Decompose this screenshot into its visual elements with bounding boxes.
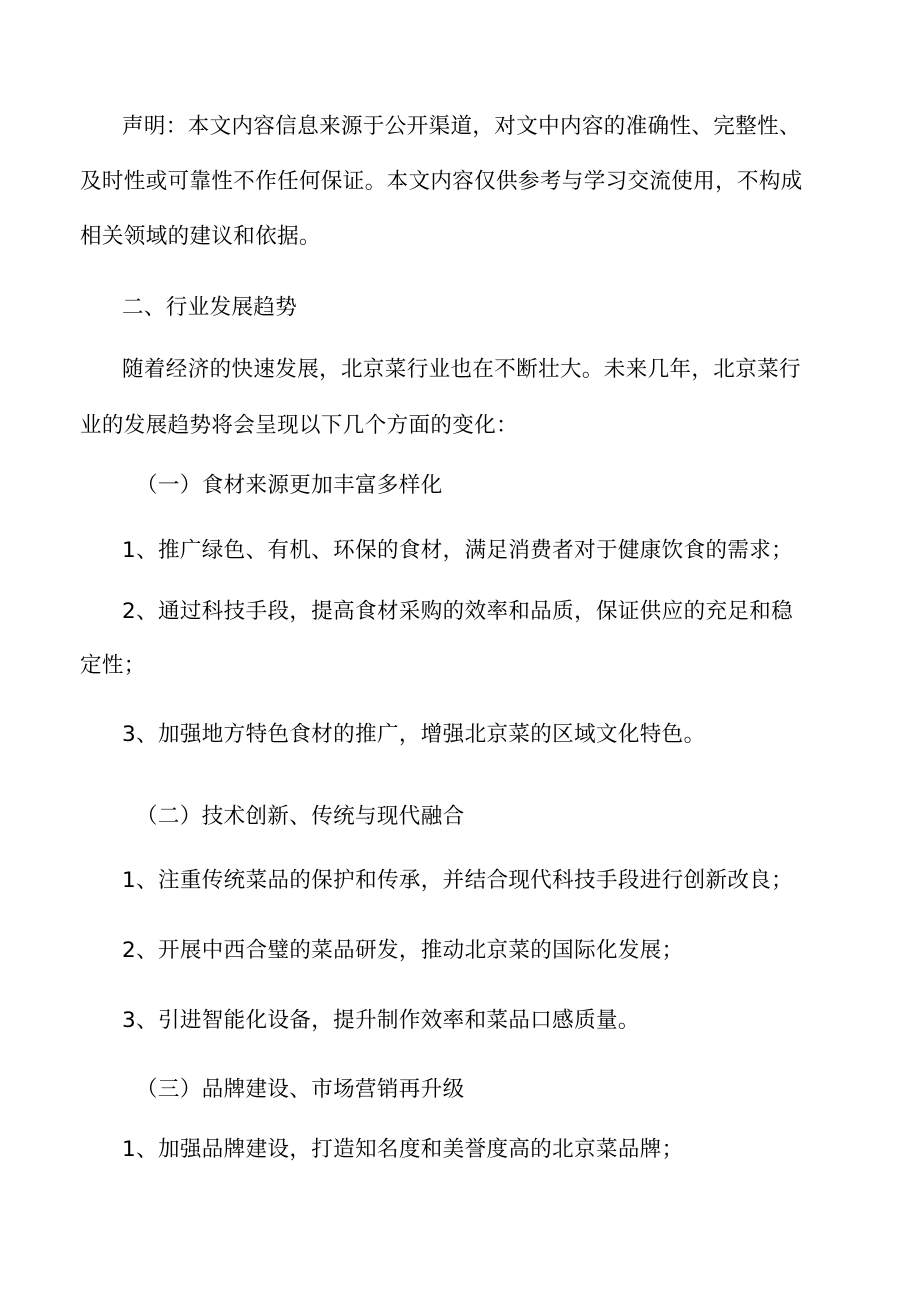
sub1-item-1: 1、推广绿色、有机、环保的食材，满足消费者对于健康饮食的需求； xyxy=(122,538,794,563)
sub3-item-1: 1、加强品牌建设，打造知名度和美誉度高的北京菜品牌； xyxy=(122,1137,684,1162)
disclaimer-line-3: 相关领域的建议和依据。 xyxy=(80,224,321,249)
sub2-item-2: 2、开展中西合璧的菜品研发，推动北京菜的国际化发展； xyxy=(122,938,684,963)
subheading-2: （二）技术创新、传统与现代融合 xyxy=(136,804,465,829)
sub1-item-3: 3、加强地方特色食材的推广，增强北京菜的区域文化特色。 xyxy=(122,722,706,747)
sub2-item-3: 3、引进智能化设备，提升制作效率和菜品口感质量。 xyxy=(122,1008,640,1033)
sub1-item-2-line-2: 定性； xyxy=(80,653,146,678)
sub2-item-1: 1、注重传统菜品的保护和传承，并结合现代科技手段进行创新改良； xyxy=(122,868,794,893)
subheading-3: （三）品牌建设、市场营销再升级 xyxy=(136,1077,465,1102)
section-heading: 二、行业发展趋势 xyxy=(122,295,298,320)
intro-line-2: 业的发展趋势将会呈现以下几个方面的变化： xyxy=(80,413,519,438)
intro-line-1: 随着经济的快速发展，北京菜行业也在不断壮大。未来几年，北京菜行 xyxy=(122,357,801,382)
disclaimer-line-2: 及时性或可靠性不作任何保证。本文内容仅供参考与学习交流使用，不构成 xyxy=(80,169,803,194)
sub1-item-2-line-1: 2、通过科技手段，提高食材采购的效率和品质，保证供应的充足和稳 xyxy=(122,599,794,624)
disclaimer-line-1: 声明：本文内容信息来源于公开渠道，对文中内容的准确性、完整性、 xyxy=(122,114,801,139)
subheading-1: （一）食材来源更加丰富多样化 xyxy=(136,473,443,498)
